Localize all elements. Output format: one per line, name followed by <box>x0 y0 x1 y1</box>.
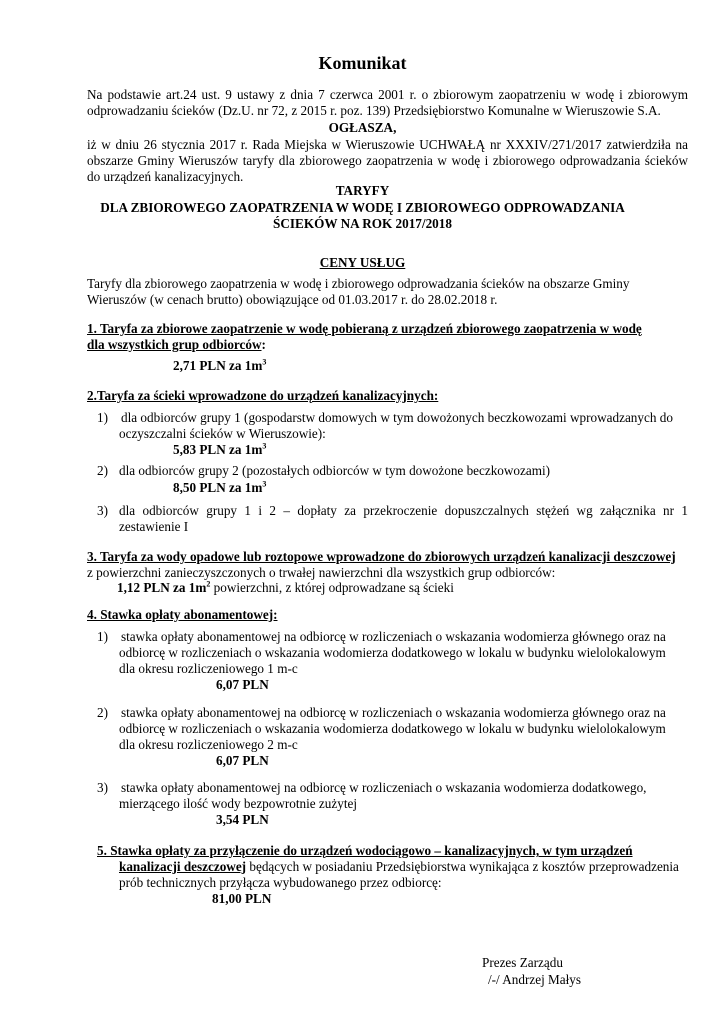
decision-line-3: do urządzeń kanalizacyjnych. <box>87 169 244 184</box>
decision-line-2: obszarze Gminy Wieruszów taryfy dla zbiorowego zaopatrzenia w wodę i zbiorowego odprowadzania ścieków <box>87 153 688 168</box>
tariff-heading-1: TARYFY <box>335 183 390 198</box>
ceny-uslug-heading: CENY USŁUG <box>319 255 406 270</box>
section4-item-1-line-3: dla okresu rozliczeniowego 1 m-c <box>119 661 298 676</box>
section2-item-2-price <box>173 480 266 496</box>
section2-item-1-price-sup: 3 <box>262 441 267 451</box>
section4-item-3-line-1: stawka opłaty abonamentowej na odbiorcę w rozliczeniach o wskazania wodomierza dodatkowego, <box>121 780 647 795</box>
section4-item-1-line-2: odbiorcę w rozliczeniach o wskazania wodomierza dodatkowego w lokalu w budynku wielolokalowym <box>119 645 666 660</box>
section3-price-rest: powierzchni, z której odprowadzane są ścieki <box>210 580 454 595</box>
section2-item-1-line-2: oczyszczalni ścieków w Wieruszowie): <box>119 426 326 441</box>
section4-item-3-num: 3) <box>97 780 108 795</box>
section2-item-2-price-value: 8,50 PLN za 1m <box>173 480 263 495</box>
section5-heading-line-2 <box>119 859 679 875</box>
section1-price-value: 2,71 PLN za 1m <box>173 358 263 373</box>
section2-item-1-num: 1) <box>97 410 108 425</box>
section3-price-sup: 2 <box>206 579 211 589</box>
section2-item-1-line-1: dla odbiorców grupy 1 (gospodarstw domowych w tym dowożonych beczkowozami wprowadzanych do <box>121 410 673 425</box>
section2-item-3-num: 3) <box>97 503 108 518</box>
signature-title: Prezes Zarządu <box>482 955 563 970</box>
section5-line-3: prób technicznych przyłącza wybudowanego przez odbiorcę: <box>119 875 442 890</box>
section3-heading: 3. Taryfa za wody opadowe lub roztopowe wprowadzone do zbiorowych urządzeń kanalizacji deszczowej <box>87 549 676 564</box>
section4-item-1-line-1: stawka opłaty abonamentowej na odbiorcę w rozliczeniach o wskazania wodomierza głównego oraz na <box>121 629 666 644</box>
section2-heading: 2.Taryfa za ścieki wprowadzone do urządzeń kanalizacyjnych: <box>87 388 439 403</box>
validity-line-1: Taryfy dla zbiorowego zaopatrzenia w wodę i zbiorowego odprowadzania ścieków na obszarze Gminy <box>87 276 630 291</box>
section4-item-2-price: 6,07 PLN <box>216 753 269 768</box>
section2-item-2-price-sup: 3 <box>262 479 267 489</box>
tariff-heading-2: DLA ZBIOROWEGO ZAOPATRZENIA W WODĘ I ZBIOROWEGO ODPROWADZANIA <box>100 200 625 215</box>
section3-line-2: z powierzchni zanieczyszczonych o trwałej nawierzchni dla wszystkich grup odbiorców: <box>87 565 556 580</box>
validity-line-2: Wieruszów (w cenach brutto) obowiązujące od 01.03.2017 r. do 28.02.2018 r. <box>87 292 498 307</box>
section4-item-3-line-2: mierzącego ilość wody bezpowrotnie zużytej <box>119 796 358 811</box>
section5-heading-rest: będących w posiadaniu Przedsiębiorstwa wynikająca z kosztów przeprowadzenia <box>246 859 679 874</box>
decision-line-1: iż w dniu 26 stycznia 2017 r. Rada Miejska w Wieruszowie UCHWAŁĄ nr XXXIV/271/2017 zatwierdziła na <box>87 137 688 152</box>
section3-price-line <box>117 580 454 596</box>
section5-heading-underlined: kanalizacji deszczowej <box>119 859 247 874</box>
section1-heading-line-1: 1. Taryfa za zbiorowe zaopatrzenie w wodę pobieraną z urządzeń zbiorowego zaopatrzenia w wodę <box>87 321 642 336</box>
section4-heading: 4. Stawka opłaty abonamentowej: <box>87 607 278 622</box>
section4-item-3-price: 3,54 PLN <box>216 812 269 827</box>
section5-price: 81,00 PLN <box>212 891 272 906</box>
section1-heading-line-2 <box>87 337 266 353</box>
section4-item-2-line-1: stawka opłaty abonamentowej na odbiorcę w rozliczeniach o wskazania wodomierza głównego oraz na <box>121 705 666 720</box>
section2-item-1-price <box>173 442 266 458</box>
intro-line-1: Na podstawie art.24 ust. 9 ustawy z dnia 7 czerwca 2001 r. o zbiorowym zaopatrzeniu w wodę i zbiorowym <box>87 87 688 102</box>
intro-line-2: odprowadzaniu ścieków (Dz.U. nr 72, z 2015 r. poz. 139) Przedsiębiorstwo Komunalne w Wieruszowie S.A. <box>87 103 661 118</box>
section3-price-value: 1,12 PLN za 1m <box>117 580 207 595</box>
section2-item-2-num: 2) <box>97 463 108 478</box>
oglasza-label: OGŁASZA, <box>328 120 397 135</box>
signature-name: /-/ Andrzej Małys <box>488 972 582 987</box>
section2-item-2-line-1: dla odbiorców grupy 2 (pozostałych odbiorców w tym dowożone beczkowozami) <box>119 463 551 478</box>
section4-item-2-line-3: dla okresu rozliczeniowego 2 m-c <box>119 737 298 752</box>
section2-item-3-line-2: zestawienie I <box>119 519 189 534</box>
document-title: Komunikat <box>318 53 407 73</box>
section1-heading-text: dla wszystkich grup odbiorców <box>87 337 262 352</box>
section2-item-3-line-1: dla odbiorców grupy 1 i 2 – dopłaty za przekroczenie dopuszczalnych stężeń wg załącznika nr 1 <box>119 503 688 518</box>
section2-item-1-price-value: 5,83 PLN za 1m <box>173 442 263 457</box>
section4-item-1-price: 6,07 PLN <box>216 677 269 692</box>
section4-item-1-num: 1) <box>97 629 108 644</box>
section1-heading-colon: : <box>261 337 266 352</box>
section4-item-2-line-2: odbiorcę w rozliczeniach o wskazania wodomierza dodatkowego w lokalu w budynku wielolokalowym <box>119 721 666 736</box>
section1-price-sup: 3 <box>262 357 267 367</box>
tariff-heading-3: ŚCIEKÓW NA ROK 2017/2018 <box>273 216 452 231</box>
section4-item-2-num: 2) <box>97 705 108 720</box>
section5-heading-line-1: 5. Stawka opłaty za przyłączenie do urządzeń wodociągowo – kanalizacyjnych, w tym urządzeń <box>97 843 633 858</box>
section1-price <box>173 358 266 374</box>
